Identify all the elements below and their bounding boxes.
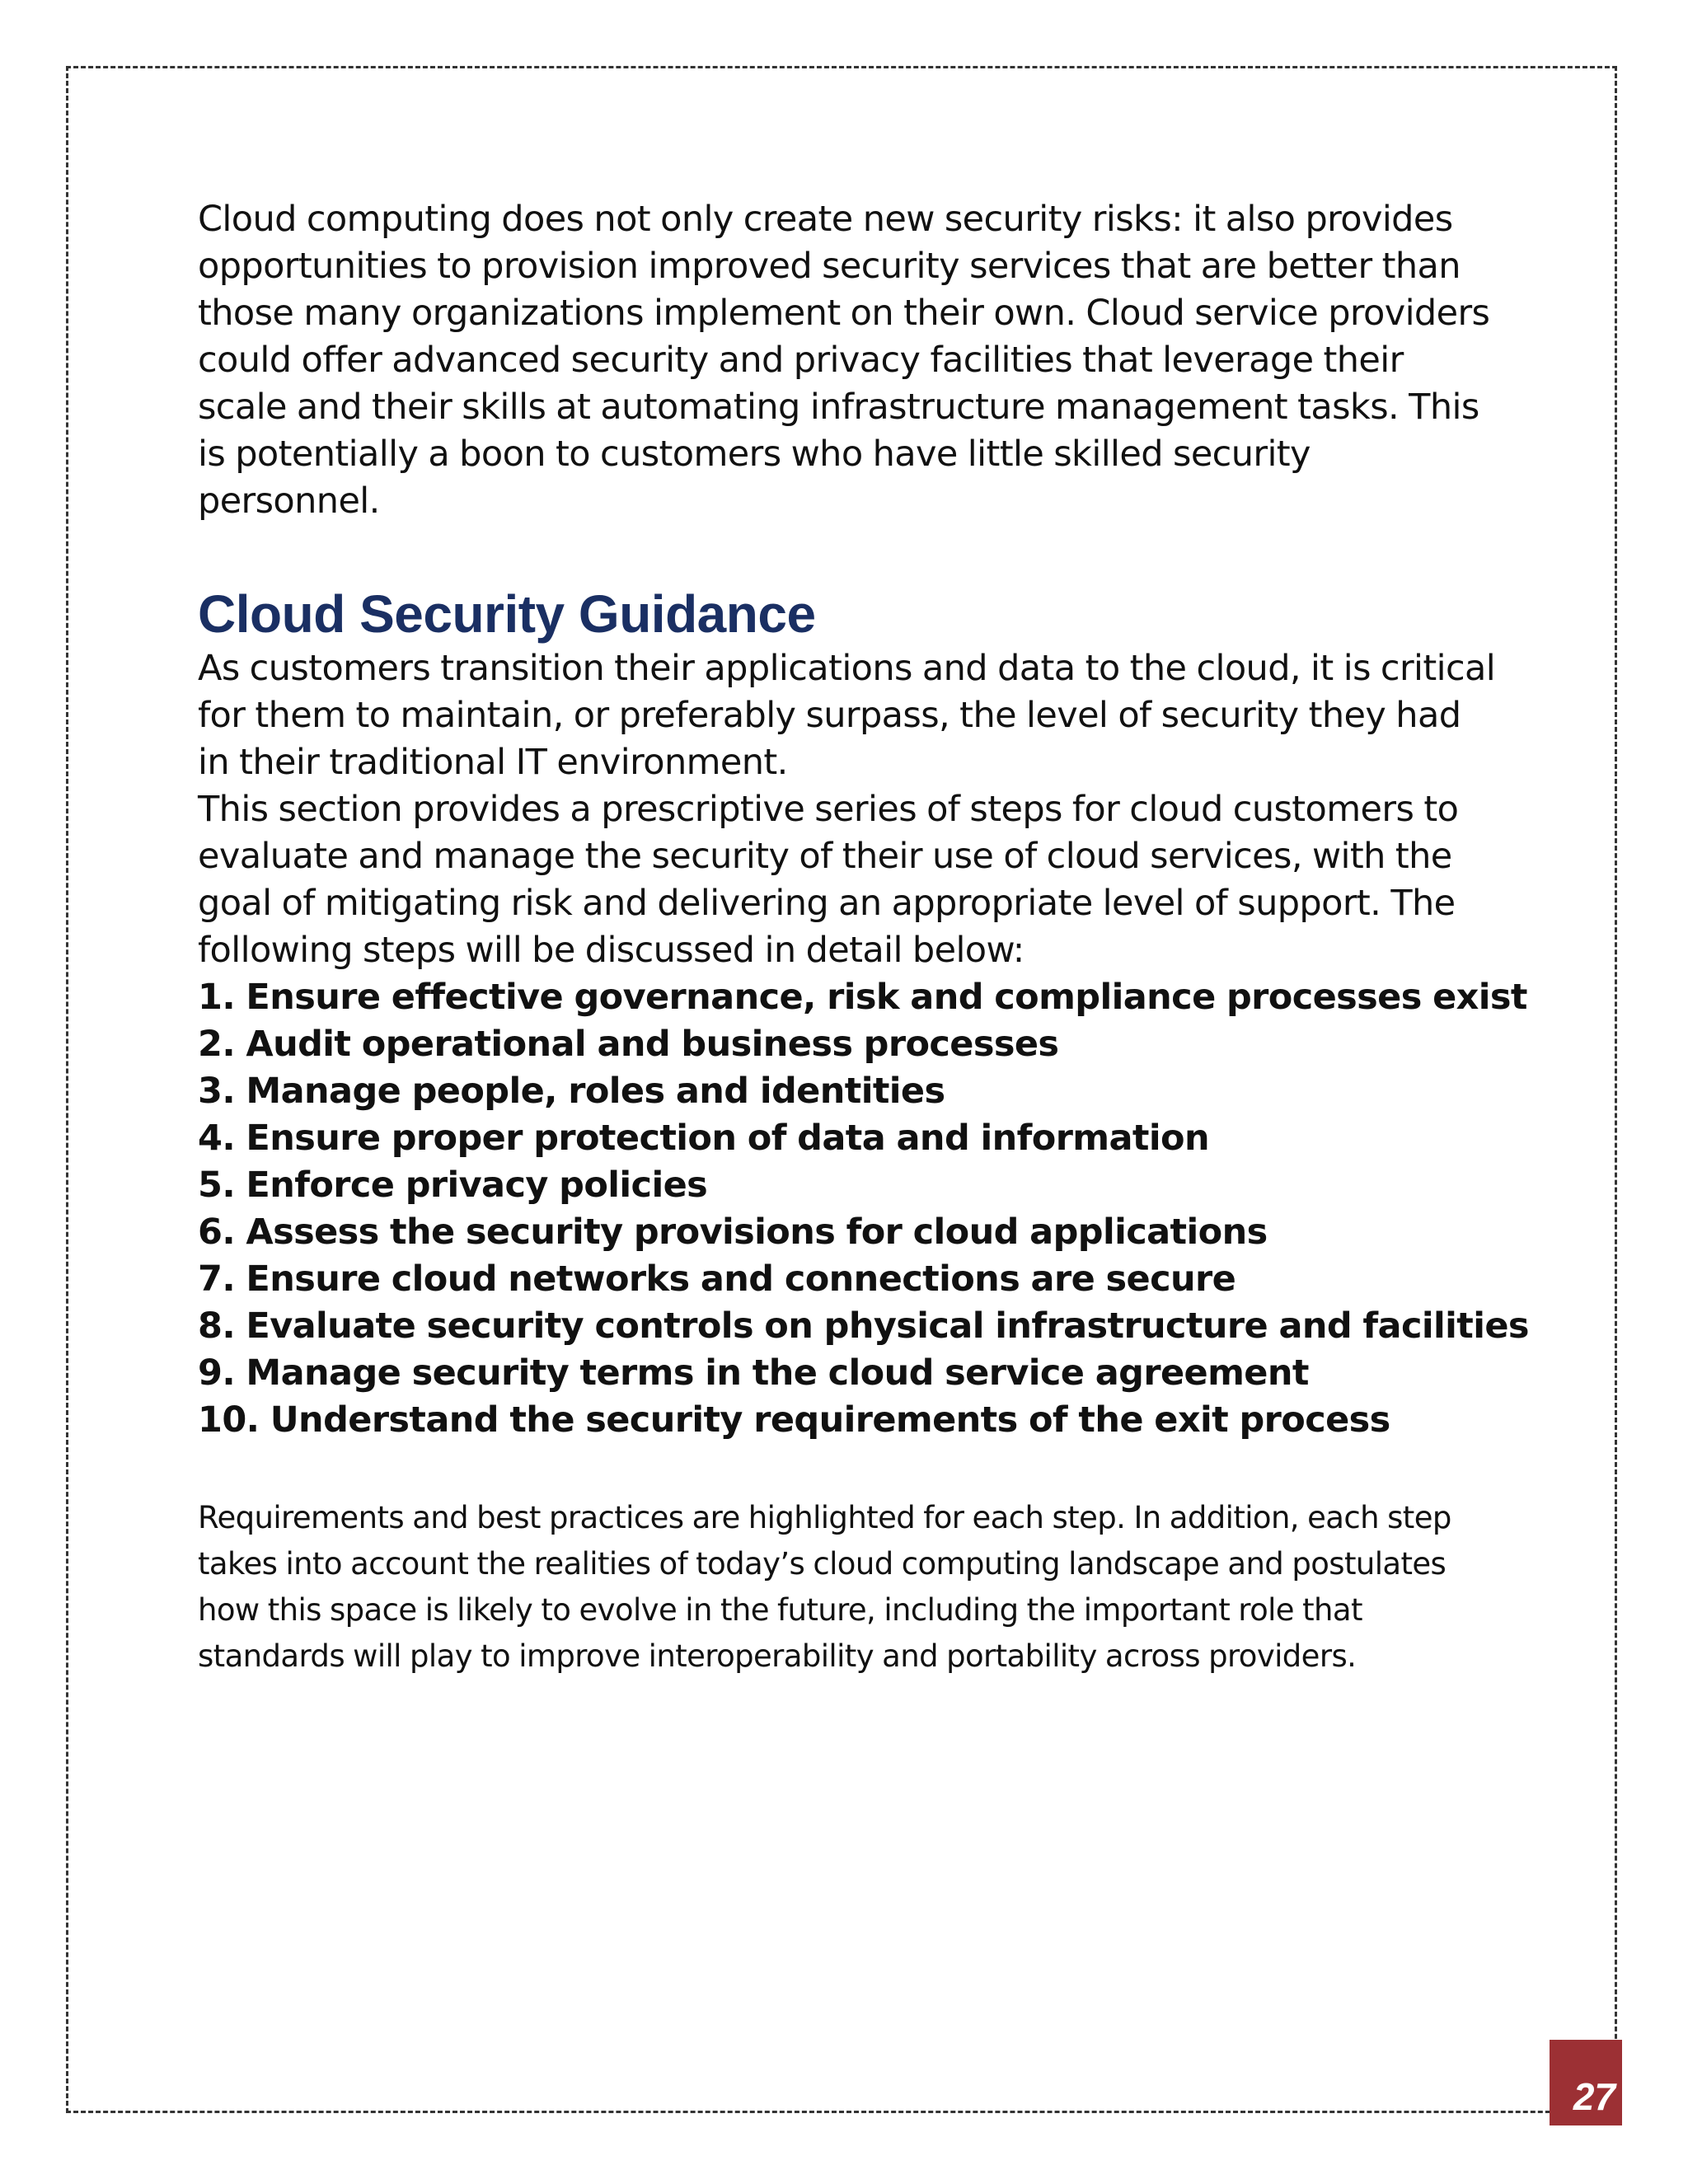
step-item-3: 3. Manage people, roles and identities [198, 1071, 945, 1112]
steps-list [198, 974, 1529, 1444]
section-paragraph-1: As customers transition their applications and data to the cloud, it is critical for them to maintain, or preferably surpass, the level of security they had in their traditional IT environment. [198, 648, 1496, 783]
step-item-6: 6. Assess the security provisions for cloud applications [198, 1212, 1268, 1253]
page-number: 27 [1573, 2075, 1615, 2118]
step-item-2: 2. Audit operational and business processes [198, 1024, 1059, 1065]
step-item-1: 1. Ensure effective governance, risk and compliance processes exist [198, 977, 1527, 1018]
section-paragraph-2: This section provides a prescriptive series of steps for cloud customers to evaluate and manage the security of their use of cloud services, with the goal of mitigating risk and delivering an appropriate level of support. The following steps will be discussed in detail below: [198, 789, 1459, 971]
intro-paragraph: Cloud computing does not only create new security risks: it also provides opportunities to provision improved security services that are better than those many organizations implement on their own. Cloud service providers could offer advanced security and privacy facilities that leverage their scale and their skills at automating infrastructure management tasks. This is potentially a boon to customers who have little skilled security personnel. [198, 199, 1490, 522]
step-item-10: 10. Understand the security requirements of the exit process [198, 1399, 1390, 1441]
section-heading: Cloud Security Guidance [198, 584, 816, 644]
step-item-7: 7. Ensure cloud networks and connections are secure [198, 1258, 1236, 1300]
outro-paragraph: Requirements and best practices are highlighted for each step. In addition, each step takes into account the realities of today’s cloud computing landscape and postulates how this space is likely to evolve in the future, including the important role that standards will play to improve interoperability and portability across providers. [198, 1500, 1451, 1674]
page-number-badge [1550, 2040, 1622, 2125]
step-item-4: 4. Ensure proper protection of data and information [198, 1118, 1209, 1159]
step-item-5: 5. Enforce privacy policies [198, 1165, 708, 1206]
step-item-8: 8. Evaluate security controls on physical infrastructure and facilities [198, 1305, 1529, 1347]
page-content [198, 196, 1529, 1680]
step-item-9: 9. Manage security terms in the cloud service agreement [198, 1352, 1309, 1394]
